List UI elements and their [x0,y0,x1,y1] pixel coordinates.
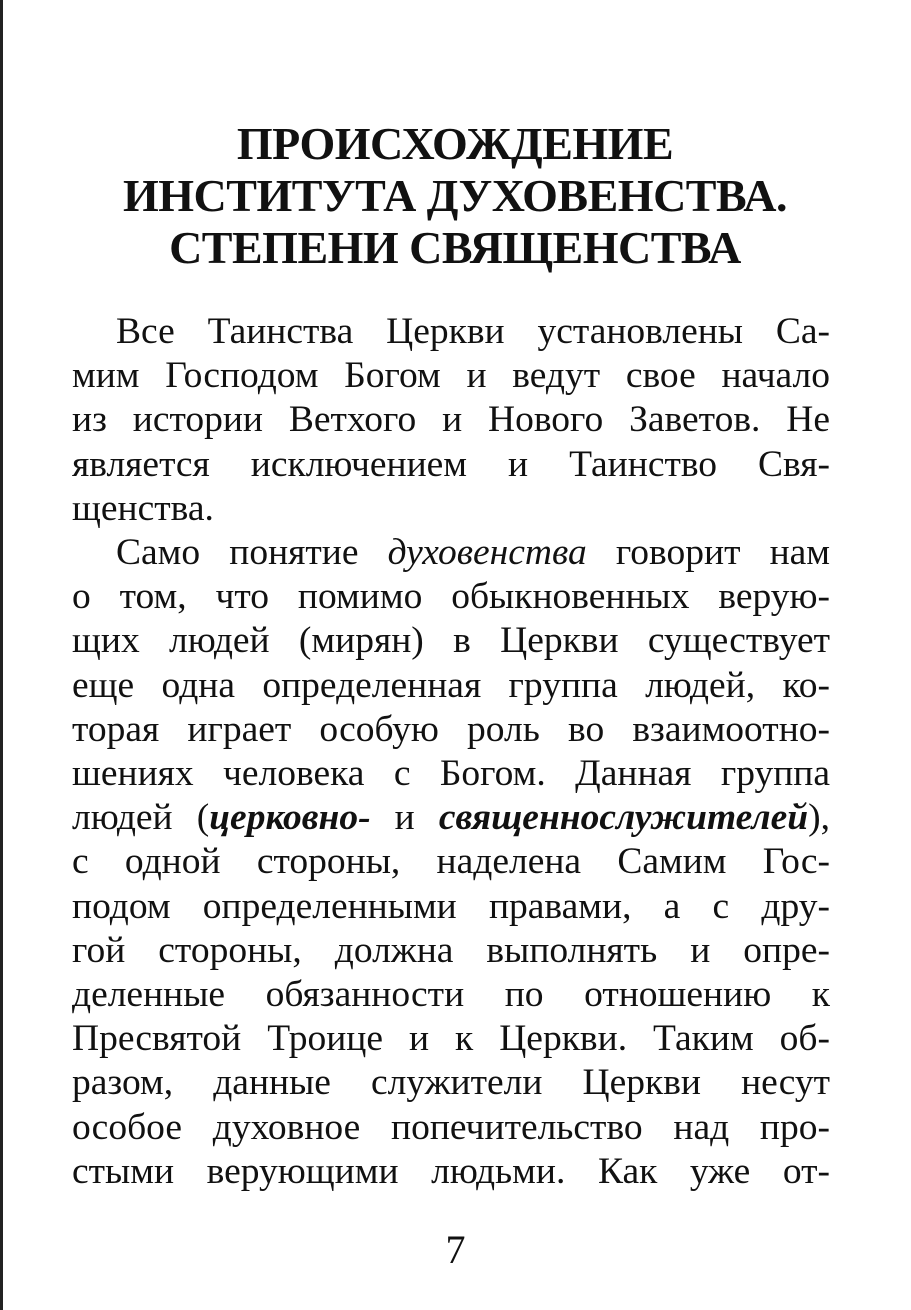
italic-term: священнослужителей [438,797,809,839]
text-run: ), [808,797,831,839]
text-line: Все Таинства Церкви установлены Са- [116,311,830,352]
text-run: Само понятие [116,532,359,573]
page-number: 7 [445,1227,466,1272]
text-line: из истории Ветхого и Нового Заветов. Не [72,399,830,441]
page-edge [0,0,3,1310]
text-line: с одной стороны, наделена Самим Гос- [72,841,830,883]
text-line: шениях человека с Богом. Данная группа [72,753,830,795]
paragraph-1 [72,310,830,531]
text-line: гой стороны, должна выполнять и опре- [72,929,830,971]
chapter-title [60,118,850,274]
text-line: торая играет особую роль во взаимоотно- [72,708,830,750]
text-line: является исключением и Таинство Свя- [72,443,830,485]
text-run: и [370,797,439,839]
italic-term: духовенства [387,532,587,573]
text-line: о том, что помимо обыкновенных верую- [72,576,830,618]
italic-term: церковно- [209,797,371,839]
text-line: особое духовное попечительство над про- [72,1106,830,1148]
text-line: Пресвятой Троице и к Церкви. Таким об- [72,1018,830,1060]
text-line: щенства. [72,487,214,529]
text-run: говорит нам [615,532,831,573]
text-line: деленные обязанности по отношению к [72,974,830,1016]
text-line: щих людей (мирян) в Церкви существует [72,620,830,662]
title-line-1: ПРОИСХОЖДЕНИЕ [236,118,674,169]
title-line-3: СТЕПЕНИ СВЯЩЕНСТВА [169,222,741,273]
title-line-2: ИНСТИТУТА ДУХОВЕНСТВА. [123,170,787,221]
text-run: людей ( [72,797,210,839]
text-line [72,531,830,575]
text-line [72,796,830,840]
text-line: еще одна определенная группа людей, ко- [72,664,830,706]
text-line: разом, данные служители Церкви несут [72,1062,830,1104]
text-line: мим Господом Богом и ведут свое начало [72,355,830,397]
paragraph-2 [72,531,830,1194]
text-line: подом определенными правами, а с дру- [72,885,830,927]
text-line: стыми верующими людьми. Как уже от- [72,1150,830,1192]
